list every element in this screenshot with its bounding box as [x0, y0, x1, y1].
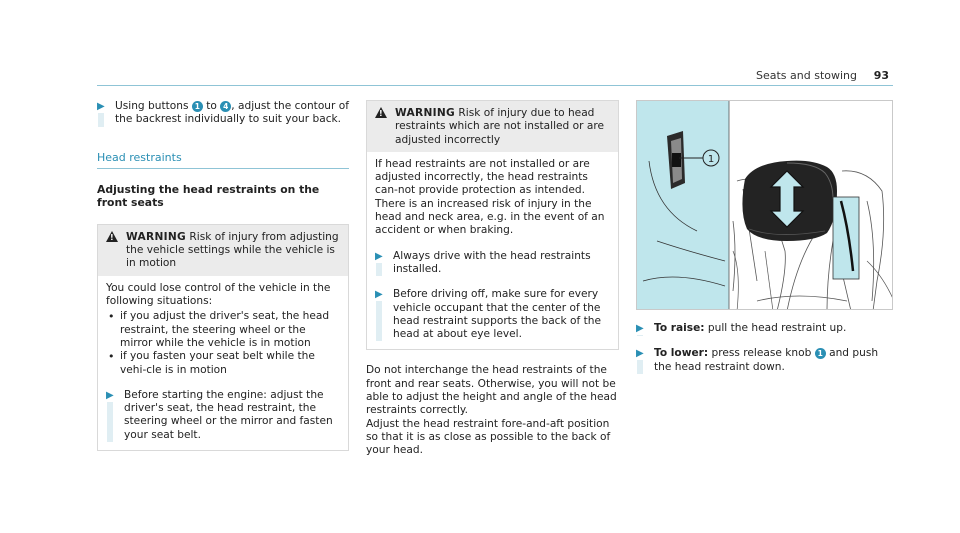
lower-text-post: and push the head restraint down.: [654, 347, 879, 373]
step-text-pre: Using buttons: [115, 100, 189, 112]
page-number: 93: [873, 69, 889, 82]
step-bar: [107, 402, 113, 442]
step-bar: [376, 301, 382, 341]
step-arrow-icon: ▶: [636, 348, 644, 360]
warning-triangle-icon: [375, 107, 387, 118]
header-rule: [97, 85, 893, 86]
step-lower: [636, 347, 893, 374]
step-text-mid: to: [206, 100, 217, 112]
warning-step: [375, 250, 610, 277]
figure-callout-label: 1: [707, 154, 715, 165]
section-title: Head restraints: [97, 151, 349, 169]
body-paragraph: Adjust the head restraint fore-and-aft position so that it is as close as possible to the back of your head.: [366, 417, 611, 457]
step-text-post: , adjust the contour of the backrest individually to suit your back.: [115, 100, 349, 126]
warning-step-text: Before starting the engine: adjust the driver's seat, the head restraint, the steering wheel or the mirror and fasten your seat belt.: [124, 388, 333, 441]
page-header: [0, 0, 960, 92]
warning-intro: You could lose control of the vehicle in the following situations:: [106, 281, 331, 308]
step-bar: [98, 113, 104, 127]
column-left: [97, 100, 349, 451]
raise-label: To raise:: [654, 322, 705, 334]
column-middle: [366, 100, 619, 458]
warning-bullets: [106, 310, 340, 376]
warning-triangle-icon: [106, 231, 118, 242]
bullet-item: • if you adjust the driver's seat, the head restraint, the steering wheel or the mirror while the vehicle is in motion: [106, 310, 340, 350]
step-arrow-icon: ▶: [106, 389, 114, 401]
lower-label: To lower:: [654, 347, 709, 360]
step-arrow-icon: ▶: [375, 250, 383, 262]
figure-callout-1: [703, 150, 719, 166]
callout-1-icon: 1: [192, 101, 203, 112]
callout-4-icon: 4: [220, 101, 231, 112]
sub-title: Adjusting the head restraints on the front seats: [97, 182, 320, 210]
body-paragraph: Do not interchange the head restraints of the front and rear seats. Otherwise, you will not be able to adjust the height and angle of the head restraints correctly.: [366, 364, 617, 417]
callout-1-icon: 1: [815, 348, 826, 359]
warning-step: [375, 288, 610, 341]
warning-box: [366, 100, 619, 350]
warning-step-text: Before driving off, make sure for every vehicle occupant that the center of the head restraint supports the back of the head at about eye level.: [393, 288, 601, 341]
raise-text: pull the head restraint up.: [707, 322, 847, 334]
head-restraint-illustration: [637, 101, 893, 310]
warning-header: [98, 225, 348, 276]
warning-headline: Risk of injury due to head restraints which are not installed or are adjusted incorrectly: [395, 107, 604, 146]
bullet-item: • if you fasten your seat belt while the vehi-cle is in motion: [106, 350, 340, 377]
warning-headline: Risk of injury from adjusting the vehicle settings while the vehicle is in motion: [126, 230, 339, 270]
warning-label: WARNING: [126, 230, 187, 243]
side-highlight: [833, 197, 859, 279]
warning-body: [98, 276, 348, 450]
step-raise: [636, 322, 893, 335]
head-restraint-figure: [636, 100, 893, 310]
column-right: [636, 100, 893, 380]
step-arrow-icon: ▶: [97, 101, 105, 112]
step-bar: [376, 263, 382, 277]
warning-para: There is an increased risk of injury in the head and neck area, e.g. in the event of an accident or when braking.: [375, 197, 605, 237]
step-arrow-icon: ▶: [636, 323, 644, 334]
warning-header: [367, 101, 618, 152]
step-arrow-icon: ▶: [375, 289, 383, 301]
warning-step-text: Always drive with the head restraints installed.: [393, 249, 591, 275]
chapter-title: Seats and stowing: [755, 69, 857, 82]
warning-body: [367, 152, 618, 350]
lower-text-pre: press release knob: [711, 347, 812, 360]
warning-label: WARNING: [395, 107, 456, 119]
step-bar: [637, 360, 643, 374]
warning-step: [106, 389, 340, 442]
warning-para: If head restraints are not installed or are adjusted incorrectly, the head restraints can-not provide protection as intended.: [375, 157, 590, 197]
warning-box: [97, 224, 349, 451]
step-contour: [97, 100, 349, 127]
